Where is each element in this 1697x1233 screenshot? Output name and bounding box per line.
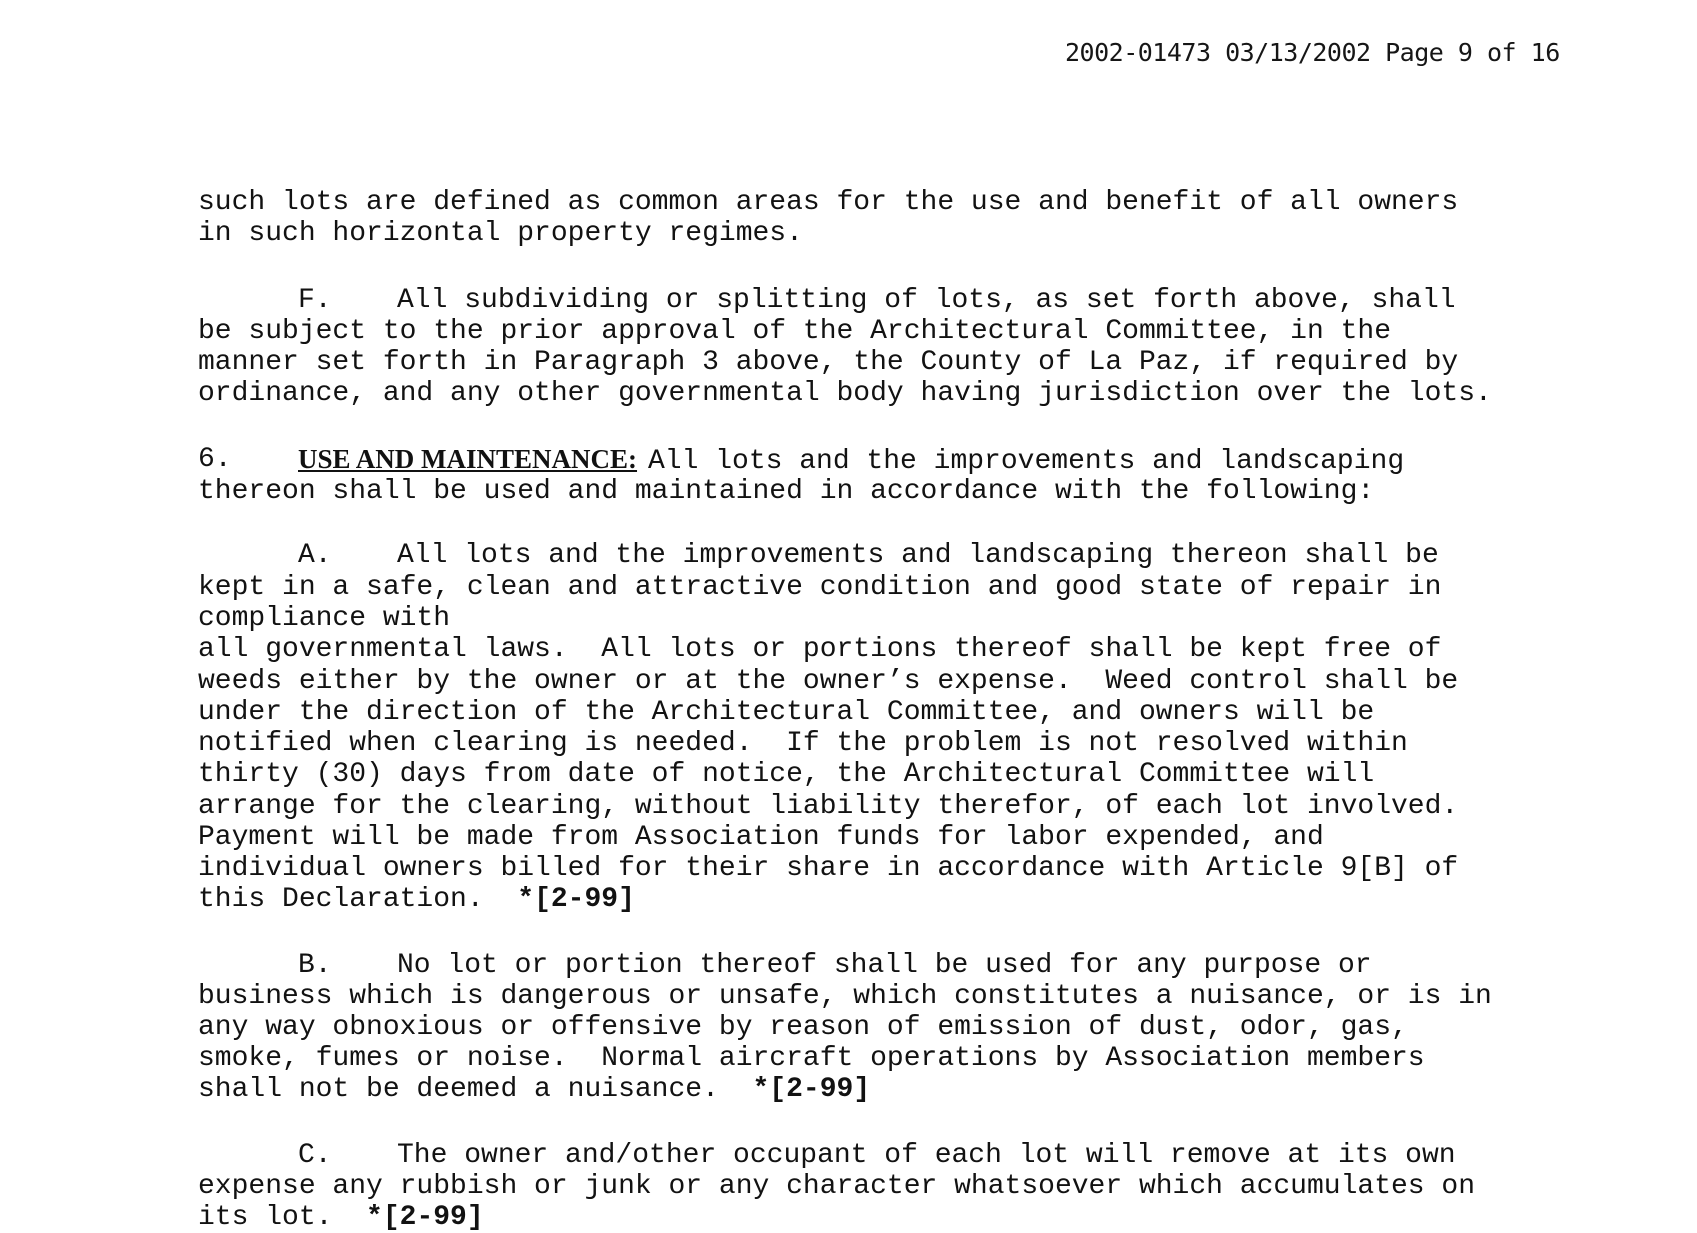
text-line: such lots are defined as common areas for the use and benefit of all owners — [198, 187, 1459, 218]
text-line: all governmental laws. All lots or portions thereof shall be kept free of — [198, 634, 1442, 665]
text-line: manner set forth in Paragraph 3 above, the County of La Paz, if required by — [198, 347, 1459, 378]
paragraph-label-f: F. — [298, 285, 332, 316]
text-line: Payment will be made from Association funds for labor expended, and — [198, 822, 1324, 853]
amendment-tag: *[2-99] — [366, 1202, 484, 1233]
amendment-tag: *[2-99] — [752, 1074, 871, 1105]
text-span: its lot. — [198, 1202, 367, 1233]
text-line: All lots and the improvements and landscaping — [648, 446, 1405, 477]
text-line: notified when clearing is needed. If the problem is not resolved within — [198, 728, 1408, 759]
text-line: ordinance, and any other governmental body having jurisdiction over the lots. — [198, 378, 1492, 409]
text-line: No lot or portion thereof shall be used for any purpose or — [397, 950, 1372, 981]
recording-stamp: 2002-01473 03/13/2002 Page 9 of 16 — [1065, 38, 1560, 67]
text-line: All lots and the improvements and landscaping thereon shall be — [397, 540, 1439, 571]
paragraph-label-b: B. — [298, 950, 332, 981]
text-line: arrange for the clearing, without liability therefor, of each lot involved. — [198, 791, 1459, 822]
text-line: smoke, fumes or noise. Normal aircraft operations by Association members — [198, 1043, 1425, 1074]
text-line — [198, 1202, 484, 1233]
text-line — [198, 1074, 870, 1105]
text-line: individual owners billed for their share in accordance with Article 9[B] of — [198, 853, 1459, 884]
text-line: any way obnoxious or offensive by reason of emission of dust, odor, gas, — [198, 1012, 1408, 1043]
text-line: weeds either by the owner or at the owner’s expense. Weed control shall be — [198, 666, 1459, 697]
text-line: thirty (30) days from date of notice, the Architectural Committee will — [198, 759, 1375, 790]
section-heading: USE AND MAINTENANCE: — [298, 444, 638, 474]
text-span: this Declaration. — [198, 884, 518, 915]
paragraph-label-a: A. — [298, 540, 332, 571]
text-line: under the direction of the Architectural Committee, and owners will be — [198, 697, 1375, 728]
text-line: business which is dangerous or unsafe, which constitutes a nuisance, or is in — [198, 981, 1492, 1012]
text-line: kept in a safe, clean and attractive condition and good state of repair in — [198, 572, 1442, 603]
text-line: be subject to the prior approval of the Architectural Committee, in the — [198, 316, 1391, 347]
text-line — [198, 884, 635, 915]
text-span: shall not be deemed a nuisance. — [198, 1074, 753, 1105]
text-line: All subdividing or splitting of lots, as set forth above, shall — [397, 285, 1456, 316]
text-line: expense any rubbish or junk or any character whatsoever which accumulates on — [198, 1171, 1476, 1202]
paragraph-label-c: C. — [298, 1140, 332, 1171]
text-line: The owner and/other occupant of each lot will remove at its own — [397, 1140, 1456, 1171]
text-line: in such horizontal property regimes. — [198, 218, 803, 249]
text-line: thereon shall be used and maintained in accordance with the following: — [198, 476, 1375, 507]
section-number: 6. — [198, 444, 232, 475]
amendment-tag: *[2-99] — [517, 884, 635, 915]
text-line: compliance with — [198, 603, 451, 634]
